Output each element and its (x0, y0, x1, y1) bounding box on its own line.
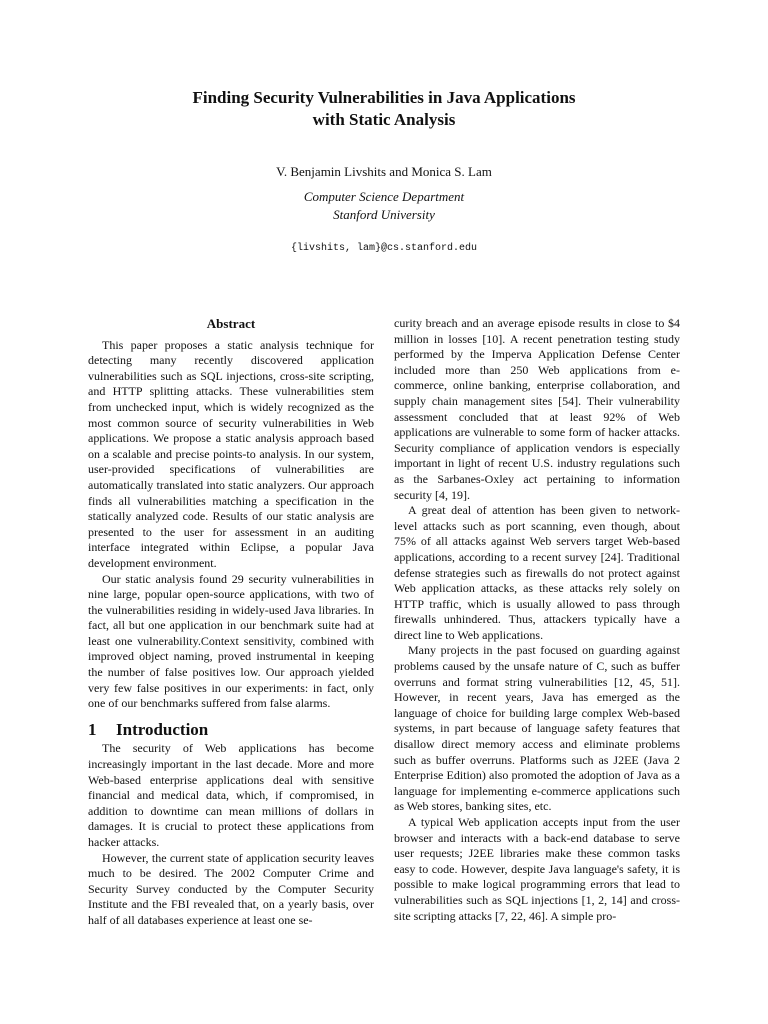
body-paragraph: However, the current state of application security leaves much to be desired. The 2002 Computer Crime and Security Survey conducted by the Computer Security Institute and the FBI revealed that, on a yearly basis, over half of all databases experience at least one se- (88, 850, 374, 927)
author-names: V. Benjamin Livshits and Monica S. Lam (276, 164, 492, 179)
affiliation-university: Stanford University (333, 207, 435, 222)
body-paragraph: A great deal of attention has been given to network-level attacks such as port scanning, even though, about 75% of all attacks against Web servers target Web-based applications, according to a recent survey [24]. Traditional defense strategies such as firewalls do not protect against Web application attacks, as these attacks rely solely on HTTP traffic, which is usually allowed to pass through firewalls unhindered. Thus, attackers typically have a direct line to Web applications. (394, 503, 680, 642)
abstract-paragraph: This paper proposes a static analysis technique for detecting many recently discovered application vulnerabilities such as SQL injections, cross-site scripting, and HTTP splitting attacks. These vulnerabilities stem from unchecked input, which is widely recognized as the most common source of security vulnerabilities in Web applications. We propose a static analysis approach based on a scalable and precise points-to analysis. In our system, user-provided specifications of vulnerabilities are automatically translated into static analyzers. Our approach finds all vulnerabilities matching a specification in the statically analyzed code. Results of our static analysis are presented to the user for assessment in an auditing interface integrated within Eclipse, a popular Java development environment. (88, 337, 374, 570)
section-number: 1 (88, 719, 97, 739)
body-paragraph: The security of Web applications has become increasingly important in the last decade. More and more Web-based enterprise applications deal with sensitive financial and medical data, which, if compromised, in addition to downtime can mean millions of dollars in damages. It is crucial to protect these applications from hacker attacks. (88, 741, 374, 849)
body-paragraph: curity breach and an average episode results in close to $4 million in losses [10]. A recent penetration testing study performed by the Imperva Application Defense Center included more than 250 Web applications from e-commerce, online banking, enterprise collaboration, and supply chain management sites [54]. Their vulnerability assessment concluded that at least 92% of Web applications are vulnerable to some form of hacker attacks. Security compliance of application vendors is especially important in light of recent U.S. industry regulations such as the Sarbanes-Oxley act pertaining to information security [4, 19]. (394, 316, 680, 502)
left-column (88, 316, 374, 929)
abstract-heading: Abstract (206, 316, 256, 331)
section-title: Introduction (116, 719, 209, 739)
title-line-1: Finding Security Vulnerabilities in Java Applications (192, 88, 576, 107)
affiliation-department: Computer Science Department (303, 189, 465, 204)
abstract-paragraph: Our static analysis found 29 security vulnerabilities in nine large, popular open-source applications, with two of the vulnerabilities residing in widely-used Java libraries. In fact, all but one application in our benchmark suite had at least one vulnerability.Context sensitivity, combined with improved object naming, proved instrumental in keeping the number of false positives low. Our approach yielded very few false positives in our experiments: in fact, only one of our benchmarks suffered from false alarms. (88, 571, 374, 711)
author-email: {livshits, lam}@cs.stanford.edu (290, 243, 478, 254)
body-paragraph: A typical Web application accepts input from the user browser and interacts with a back-end database to serve user requests; J2EE libraries make these common tasks easy to code. However, despite Java language's safety, it is possible to make logical programming errors that lead to vulnerabilities such as SQL injections [1, 2, 14] and cross-site scripting attacks [7, 22, 46]. A simple pro- (394, 815, 680, 923)
title-line-2: with Static Analysis (312, 110, 456, 129)
body-paragraph: Many projects in the past focused on guarding against problems caused by the unsafe nature of C, such as buffer overruns and format string vulnerabilities [12, 45, 51]. However, in recent years, Java has emerged as the language of choice for building large complex Web-based systems, in part because of language safety features that disallow direct memory access and eliminate problems such as buffer overruns. Platforms such as J2EE (Java 2 Enterprise Edition) also promoted the adoption of Java as a language for implementing e-commerce applications such as Web stores, banking sites, etc. (394, 643, 680, 814)
section-heading-introduction (88, 719, 374, 739)
affiliation (100, 188, 668, 224)
paper-title (100, 87, 668, 131)
right-column (394, 316, 680, 924)
